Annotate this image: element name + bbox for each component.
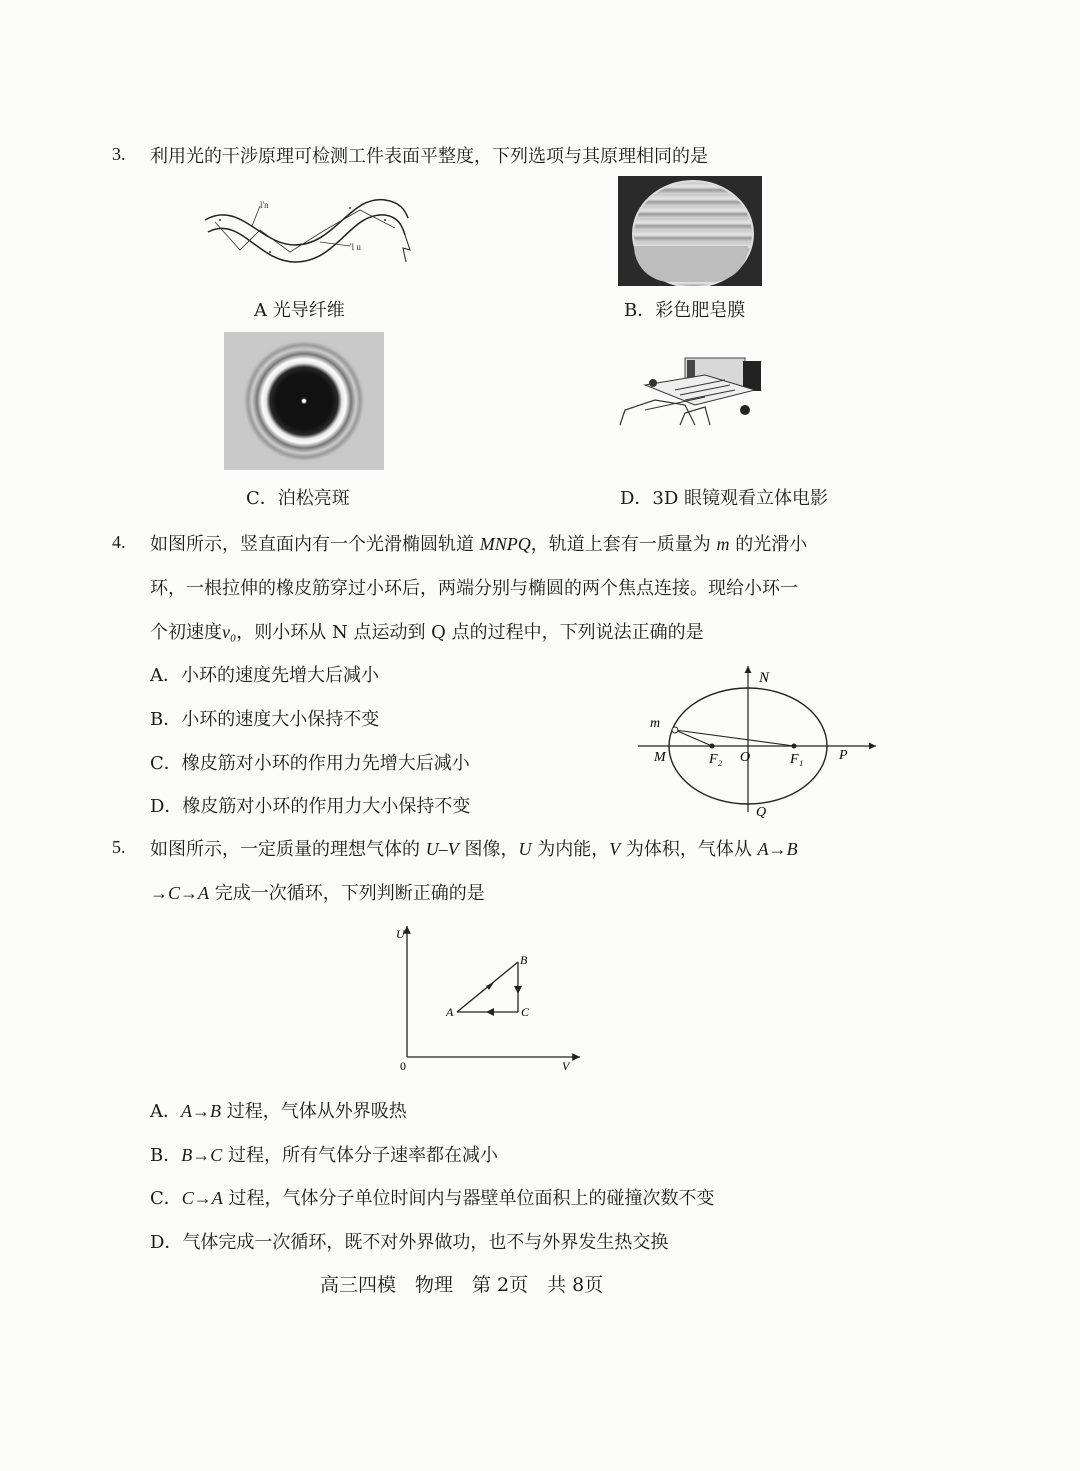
q5-option-b: B．B→C 过程，所有气体分子速率都在减小 [150, 1145, 498, 1166]
q5-stem-line1: 如图所示，一定质量的理想气体的 U–V 图像，U 为内能，V 为体积，气体从 A→B [150, 839, 798, 860]
svg-text:l'n: l'n [260, 200, 269, 210]
poisson-spot-photo [224, 332, 384, 470]
q3-stem: 利用光的干涉原理可检测工件表面平整度，下列选项与其原理相同的是 [150, 146, 708, 167]
label-P: P [839, 748, 848, 763]
q4-option-c: C．橡皮筋对小环的作用力先增大后减小 [150, 753, 470, 774]
q5-option-a: A．A→B 过程，气体从外界吸热 [150, 1101, 407, 1122]
q4-option-b: B．小环的速度大小保持不变 [150, 709, 380, 730]
axis-u-label: U [396, 927, 405, 941]
point-a-label: A [446, 1005, 454, 1019]
label-M: M [654, 750, 666, 765]
optical-fiber-figure [200, 190, 415, 270]
ellipse-track-figure [636, 662, 881, 824]
q4-stem-line1: 如图所示，竖直面内有一个光滑椭圆轨道 MNPQ，轨道上套有一质量为 m 的光滑小 [150, 534, 808, 555]
uv-graph-figure [390, 920, 590, 1075]
q3-option-b: B．彩色肥皂膜 [624, 300, 746, 321]
point-b-label: B [520, 953, 528, 967]
point-c-label: C [521, 1005, 530, 1019]
q4-option-a: A．小环的速度先增大后减小 [150, 665, 379, 686]
q3-option-c: C．泊松亮斑 [246, 488, 350, 509]
origin-label: 0 [400, 1059, 406, 1073]
label-n: N [759, 670, 770, 686]
3d-projection-figure [615, 355, 765, 430]
label-m: m [650, 716, 661, 731]
q5-stem-line2: →C→A 完成一次循环，下列判断正确的是 [150, 883, 485, 904]
q5-option-d: D．气体完成一次循环，既不对外界做功，也不与外界发生热交换 [150, 1232, 669, 1253]
axis-v-label: V [562, 1059, 570, 1073]
label-O: O [740, 750, 751, 765]
page-footer: 高三四模 物理 第 2页 共 8页 [320, 1274, 604, 1296]
q5-option-c: C．C→A 过程，气体分子单位时间内与器壁单位面积上的碰撞次数不变 [150, 1188, 715, 1209]
label-Q: Q [756, 805, 767, 820]
label-F1: F₁ [790, 752, 804, 767]
q4-stem-line3: 个初速度v₀，则小环从 N 点运动到 Q 点的过程中，下列说法正确的是 [150, 622, 704, 643]
soap-film-photo [618, 176, 762, 286]
q4-number: 4. [112, 532, 126, 552]
q3-option-d: D．3D 眼镜观看立体电影 [620, 488, 829, 509]
svg-text:'l u: 'l u [350, 242, 361, 252]
q4-option-d: D．橡皮筋对小环的作用力大小保持不变 [150, 796, 471, 817]
q4-stem-line2: 环，一根拉伸的橡皮筋穿过小环后，两端分别与椭圆的两个焦点连接。现给小环一 [150, 578, 798, 599]
q3-number: 3. [112, 144, 126, 164]
q3-option-a: A 光导纤维 [254, 300, 345, 321]
q5-number: 5. [112, 837, 126, 857]
label-F2: F₂ [709, 752, 723, 767]
